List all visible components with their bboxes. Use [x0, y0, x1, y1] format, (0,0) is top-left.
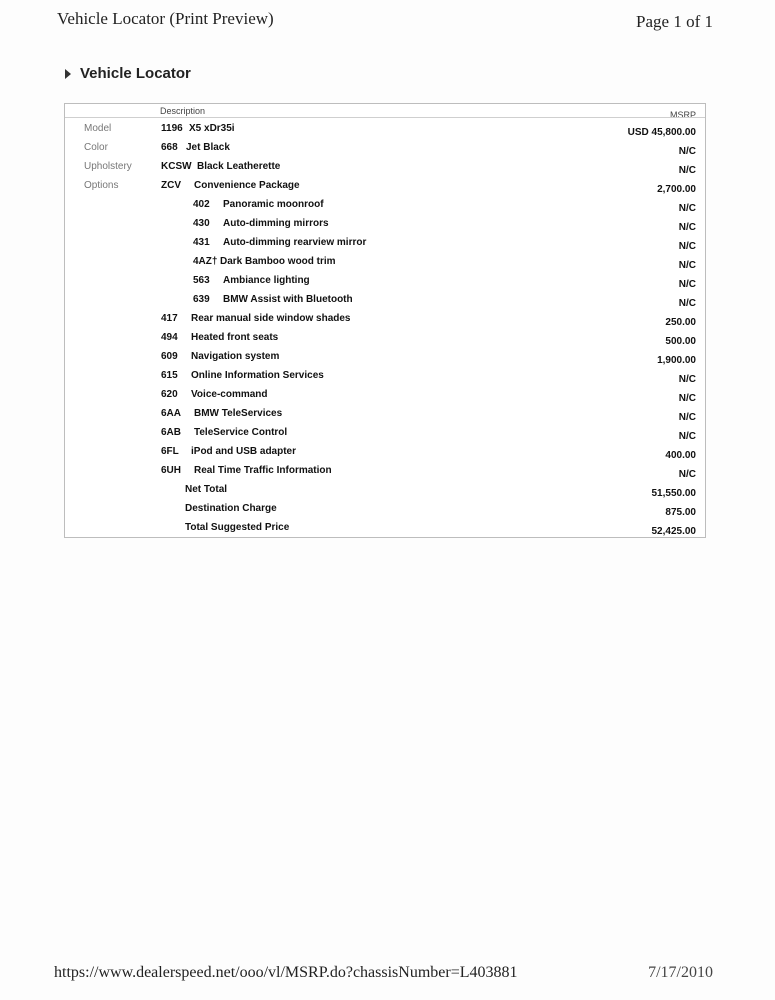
- table-row: [65, 236, 705, 255]
- table-row: [65, 293, 705, 312]
- option-code: 563: [193, 275, 210, 286]
- table-row: [65, 274, 705, 293]
- option-code: KCSW: [161, 161, 192, 172]
- option-description: X5 xDr35i: [189, 123, 235, 134]
- table-row: [65, 426, 705, 445]
- option-code: 609: [161, 351, 178, 362]
- msrp-table: [64, 103, 706, 538]
- footer-url: https://www.dealerspeed.net/ooo/vl/MSRP.do?chassisNumber=L403881: [54, 964, 518, 981]
- option-description: Heated front seats: [191, 332, 279, 343]
- option-description: Auto-dimming mirrors: [223, 218, 329, 229]
- option-price: N/C: [678, 374, 696, 385]
- table-row: [65, 350, 705, 369]
- option-code: 620: [161, 389, 178, 400]
- table-row: [65, 388, 705, 407]
- option-code: 1196: [161, 123, 183, 134]
- option-price: 52,425.00: [651, 526, 696, 537]
- option-description: Rear manual side window shades: [191, 313, 351, 324]
- table-row: [65, 445, 705, 464]
- section-title: Vehicle Locator: [80, 65, 191, 82]
- option-price: N/C: [678, 260, 696, 271]
- option-description: Convenience Package: [194, 180, 300, 191]
- option-code: 639: [193, 294, 210, 305]
- option-code: 494: [161, 332, 178, 343]
- table-row: [65, 312, 705, 331]
- option-description: BMW Assist with Bluetooth: [223, 294, 353, 305]
- option-description: Navigation system: [191, 351, 280, 362]
- option-description: Dark Bamboo wood trim: [220, 256, 336, 267]
- table-row: [65, 464, 705, 483]
- option-code: 430: [193, 218, 210, 229]
- total-price-row: [65, 521, 705, 540]
- option-code: 668: [161, 142, 178, 153]
- table-row: [65, 122, 705, 141]
- col-header-description: Description: [160, 106, 206, 116]
- option-code: 6UH: [161, 465, 182, 476]
- option-description: Auto-dimming rearview mirror: [223, 237, 367, 248]
- option-code: 431: [193, 237, 210, 248]
- option-price: N/C: [678, 241, 696, 252]
- option-price: N/C: [678, 279, 696, 290]
- option-price: 250.00: [665, 317, 696, 328]
- option-description: BMW TeleServices: [194, 408, 283, 419]
- option-description: Voice-command: [191, 389, 268, 400]
- row-label: Color: [84, 142, 108, 153]
- table-row: [65, 179, 705, 198]
- option-price: 2,700.00: [657, 184, 696, 195]
- option-description: Ambiance lighting: [223, 275, 310, 286]
- option-description: Online Information Services: [191, 370, 324, 381]
- footer-date: 7/17/2010: [648, 964, 713, 981]
- table-row: [65, 141, 705, 160]
- option-price: 400.00: [665, 450, 696, 461]
- option-code: 417: [161, 313, 178, 324]
- option-description: Net Total: [185, 484, 228, 495]
- option-price: N/C: [678, 146, 696, 157]
- destination-charge-row: [65, 502, 705, 521]
- page-number: Page 1 of 1: [636, 12, 713, 31]
- option-code: 6AA: [161, 408, 182, 419]
- section-header[interactable]: [65, 65, 191, 82]
- option-price: 875.00: [665, 507, 696, 518]
- option-price: N/C: [678, 165, 696, 176]
- option-price: 51,550.00: [651, 488, 696, 499]
- option-price: N/C: [678, 393, 696, 404]
- option-description: Destination Charge: [185, 503, 277, 514]
- option-price: N/C: [678, 222, 696, 233]
- option-description: Panoramic moonroof: [223, 199, 324, 210]
- option-price: N/C: [678, 412, 696, 423]
- option-description: Total Suggested Price: [185, 522, 290, 533]
- triangle-right-icon[interactable]: [65, 69, 71, 79]
- option-code: 4AZ†: [193, 256, 218, 267]
- table-row: [65, 198, 705, 217]
- option-price: N/C: [678, 431, 696, 442]
- option-description: Black Leatherette: [197, 161, 281, 172]
- option-price: 1,900.00: [657, 355, 696, 366]
- row-label: Options: [84, 180, 119, 191]
- net-total-row: [65, 483, 705, 502]
- option-price: USD 45,800.00: [627, 127, 696, 138]
- option-code: ZCV: [161, 180, 181, 191]
- option-code: 615: [161, 370, 178, 381]
- option-price: 500.00: [665, 336, 696, 347]
- option-price: N/C: [678, 298, 696, 309]
- option-description: Real Time Traffic Information: [194, 465, 332, 476]
- table-row: [65, 369, 705, 388]
- print-title: Vehicle Locator (Print Preview): [57, 9, 274, 28]
- option-price: N/C: [678, 469, 696, 480]
- table-row: [65, 255, 705, 274]
- header-divider: [65, 117, 705, 118]
- option-description: TeleService Control: [194, 427, 288, 438]
- option-code: 6AB: [161, 427, 182, 438]
- option-description: Jet Black: [186, 142, 230, 153]
- row-label: Upholstery: [84, 161, 132, 172]
- table-row: [65, 217, 705, 236]
- option-code: 402: [193, 199, 210, 210]
- col-header-msrp: MSRP: [669, 110, 696, 120]
- table-row: [65, 160, 705, 179]
- table-row: [65, 407, 705, 426]
- option-description: iPod and USB adapter: [191, 446, 297, 457]
- table-row: [65, 331, 705, 350]
- option-code: 6FL: [161, 446, 179, 457]
- option-price: N/C: [678, 203, 696, 214]
- row-label: Model: [84, 123, 112, 134]
